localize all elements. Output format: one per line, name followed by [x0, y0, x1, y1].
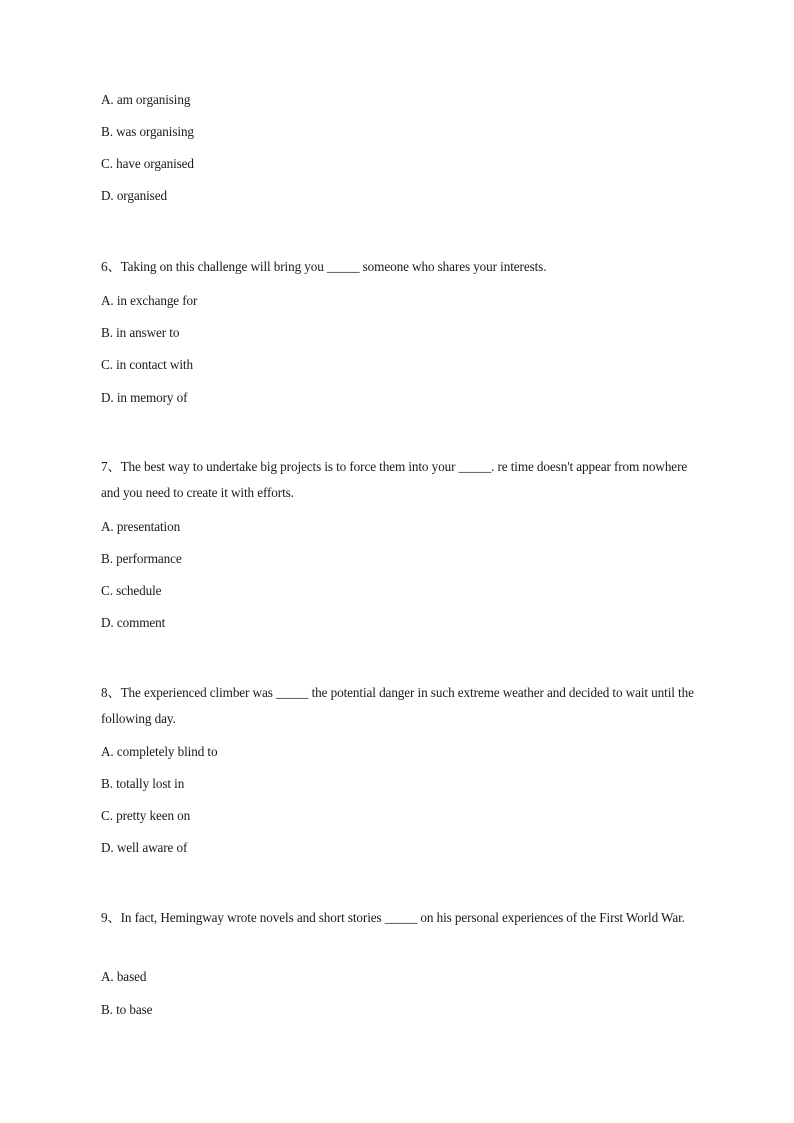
q5-option-c: C. have organised	[101, 156, 194, 171]
q8-option-c: C. pretty keen on	[101, 808, 191, 823]
q7-option-d: D. comment	[101, 615, 166, 630]
q5-option-b: B. was organising	[101, 124, 194, 139]
q7-option-b: B. performance	[101, 551, 182, 566]
q6-option-b: B. in answer to	[101, 325, 180, 340]
q9-stem: 9、In fact, Hemingway wrote novels and short stories _____ on his personal experiences of the First World War.	[101, 910, 685, 925]
q6-option-c: C. in contact with	[101, 357, 193, 372]
q7-option-a: A. presentation	[101, 519, 181, 534]
q5-option-d: D. organised	[101, 188, 167, 203]
q9-option-a: A. based	[101, 969, 147, 984]
q6-stem: 6、Taking on this challenge will bring you _____ someone who shares your interests.	[101, 259, 547, 274]
q6-option-d: D. in memory of	[101, 390, 188, 405]
q8-stem: 8、The experienced climber was _____ the potential danger in such extreme weather and decided to wait until the following day.	[101, 685, 694, 726]
q8-option-d: D. well aware of	[101, 840, 188, 855]
q9-option-b: B. to base	[101, 1002, 153, 1017]
q7-option-c: C. schedule	[101, 583, 162, 598]
q7-stem: 7、The best way to undertake big projects is to force them into your _____. re time doesn't appear from nowhere and you need to create it with efforts.	[101, 459, 688, 500]
q5-option-a: A. am organising	[101, 92, 191, 107]
q6-option-a: A. in exchange for	[101, 293, 198, 308]
q8-option-a: A. completely blind to	[101, 744, 218, 759]
q8-option-b: B. totally lost in	[101, 776, 185, 791]
